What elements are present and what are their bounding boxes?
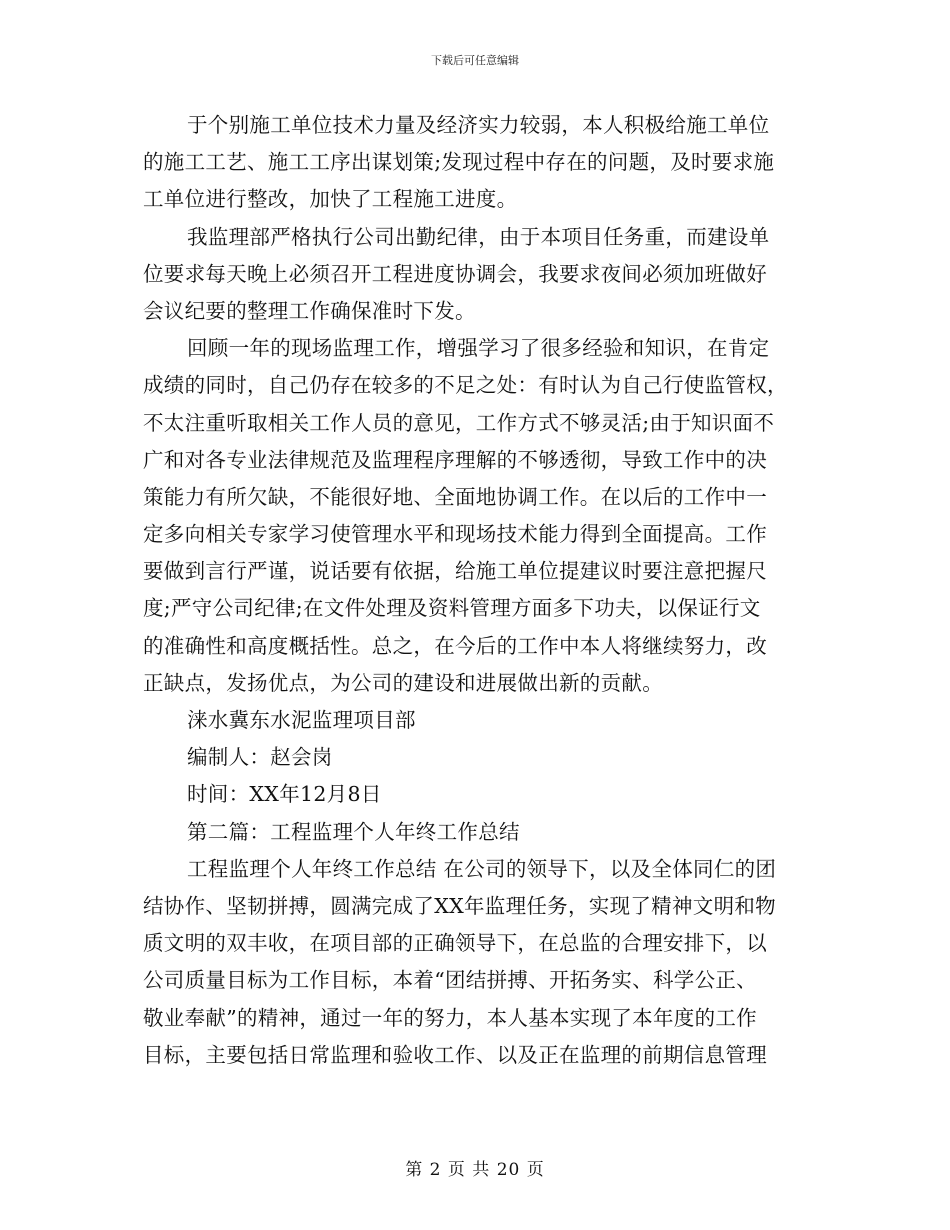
text-line: 位要求每天晚上必须召开工程进度协调会，我要求夜间必须加班做好 <box>143 261 767 286</box>
text-line: 的施工工艺、施工工序出谋划策;发现过程中存在的问题，及时要求施 <box>143 150 775 175</box>
text-line: 目标，主要包括日常监理和验收工作、以及正在监理的前期信息管理 <box>143 1042 767 1067</box>
text-line: 公司质量目标为工作目标，本着“团结拼搏、开拓务实、科学公正、 <box>143 968 757 993</box>
text-line: 质文明的双丰收，在项目部的正确领导下，在总监的合理安排下，以 <box>143 931 767 956</box>
text-line: 结协作、坚韧拼搏，圆满完成了XX年监理任务，实现了精神文明和物 <box>143 893 776 918</box>
text-line: 不太注重听取相关工作人员的意见，工作方式不够灵活;由于知识面不 <box>143 410 775 435</box>
text-line: 工单位进行整改，加快了工程施工进度。 <box>143 187 518 212</box>
text-line: 我监理部严格执行公司出勤纪律，由于本项目任务重，而建设单 <box>187 224 770 249</box>
text-line: 要做到言行严谨，说话要有依据，给施工单位提建议时要注意把握尺 <box>143 559 767 584</box>
signature-dept: 涞水冀东水泥监理项目部 <box>187 708 416 732</box>
page-header-note: 下载后可任意编辑 <box>431 54 519 67</box>
text-line: 的准确性和高度概括性。总之，在今后的工作中本人将继续努力，改 <box>143 633 767 658</box>
page-number-footer: 第 2 页 共 20 页 <box>405 1160 545 1180</box>
text-line: 正缺点，发扬优点，为公司的建设和进展做出新的贡献。 <box>143 670 663 695</box>
text-line: 广和对各专业法律规范及监理程序理解的不够透彻，导致工作中的决 <box>143 447 767 472</box>
text-line: 策能力有所欠缺，不能很好地、全面地协调工作。在以后的工作中一 <box>143 484 767 509</box>
text-line: 回顾一年的现场监理工作，增强学习了很多经验和知识，在肯定 <box>187 336 770 361</box>
text-line: 工程监理个人年终工作总结 在公司的领导下，以及全体同仁的团 <box>187 856 777 881</box>
signature-author: 编制人：赵会岗 <box>187 745 333 770</box>
text-line: 会议纪要的整理工作确保准时下发。 <box>143 298 476 323</box>
text-line: 于个别施工单位技术力量及经济实力较弱，本人积极给施工单位 <box>187 113 770 137</box>
text-line: 敬业奉献”的精神，通过一年的努力，本人基本实现了本年度的工作 <box>143 1005 757 1030</box>
document-body <box>143 107 807 1074</box>
text-line: 成绩的同时，自己仍存在较多的不足之处：有时认为自己行使监管权， <box>143 373 788 398</box>
text-line: 度;严守公司纪律;在文件处理及资料管理方面多下功夫，以保证行文 <box>143 596 761 621</box>
text-line: 定多向相关专家学习使管理水平和现场技术能力得到全面提高。工作 <box>143 522 767 547</box>
section-heading: 第二篇：工程监理个人年终工作总结 <box>187 819 520 844</box>
signature-date: 时间：XX年12月8日 <box>187 782 382 807</box>
